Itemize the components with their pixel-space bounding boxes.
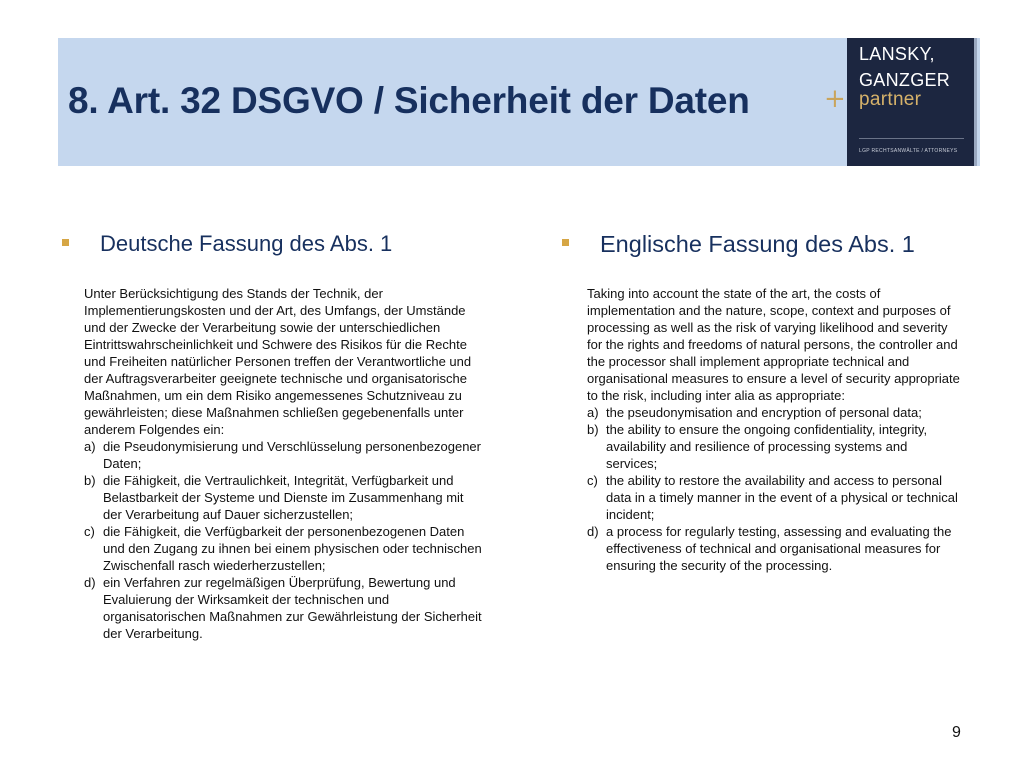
logo-text-line1: LANSKY, [859,44,935,64]
german-text-column [84,285,484,642]
logo-text-line3: partner [859,89,922,110]
logo-plus-mark: + [824,84,846,114]
logo-divider [859,138,964,139]
list-item-text: the pseudonymisation and encryption of personal data; [606,405,922,420]
list-item-text: the ability to restore the availability and access to personal data in a timely manner in the event of a physical or technical incident; [606,473,958,522]
english-intro-paragraph: Taking into account the state of the art, the costs of implementation and the nature, scope, context and purposes of processing as well as the risk of varying likelihood and severity for the rights and freedoms of natural persons, the controller and the processor shall implement appropriate technical and organisational measures to ensure a level of security appropriate to the risk, including inter alia as appropriate: [587,286,960,403]
list-item [84,472,484,523]
list-item [587,421,962,472]
logo-tagline: LGP RECHTSANWÄLTE / ATTORNEYS [859,148,958,154]
list-item-text: die Fähigkeit, die Verfügbarkeit der personenbezogenen Daten und den Zugang zu ihnen bei einem physischen oder technischen Zwischenfall rasch wiederherzustellen; [103,524,482,573]
list-marker: b) [587,422,599,437]
list-item [84,523,484,574]
list-item-text: a process for regularly testing, assessing and evaluating the effectiveness of technical and organisational measures for ensuring the security of the processing. [606,524,952,573]
list-item [587,404,962,421]
page-number: 9 [952,724,961,741]
list-marker: c) [587,473,598,488]
list-item-text: ein Verfahren zur regelmäßigen Überprüfung, Bewertung und Evaluierung der Wirksamkeit der technischen und organisatorischen Maßnahmen zur Gewährleistung der Sicherheit der Verarbeitung. [103,575,482,641]
list-marker: a) [84,439,96,454]
list-marker: d) [587,524,599,539]
list-marker: d) [84,575,96,590]
list-item-text: die Fähigkeit, die Vertraulichkeit, Integrität, Verfügbarkeit und Belastbarkeit der Systeme und Dienste im Zusammenhang mit der Verarbeitung auf Dauer sicherzustellen; [103,473,464,522]
english-measures-list [587,404,962,574]
list-item [587,472,962,523]
logo-text-line2: GANZGER [859,70,951,90]
bullet-square-icon [62,239,69,246]
section-heading-english-label: Englische Fassung des Abs. 1 [600,231,915,257]
list-marker: b) [84,473,96,488]
german-measures-list [84,438,484,642]
section-heading-german-label: Deutsche Fassung des Abs. 1 [100,231,393,256]
list-item [587,523,962,574]
english-text-column [587,285,962,574]
page-title: 8. Art. 32 DSGVO / Sicherheit der Daten [68,80,750,121]
list-marker: c) [84,524,95,539]
list-item [84,438,484,472]
list-item-text: die Pseudonymisierung und Verschlüsselung personenbezogener Daten; [103,439,481,471]
bullet-square-icon [562,239,569,246]
list-item-text: the ability to ensure the ongoing confidentiality, integrity, availability and resilience of processing systems and services; [606,422,928,471]
company-logo [847,38,977,166]
list-marker: a) [587,405,599,420]
german-intro-paragraph: Unter Berücksichtigung des Stands der Technik, der Implementierungskosten und der Art, des Umfangs, der Umstände und der Zwecke der Verarbeitung sowie der unterschiedlichen Eintrittswahrscheinlichkeit und Schwere des Risikos für die Rechte und Freiheiten natürlicher Personen treffen der Verantwortliche und der Auftragsverarbeiter geeignete technische und organisatorische Maßnahmen, um ein dem Risiko angemessenes Schutzniveau zu gewährleisten; diese Maßnahmen schließen gegebenenfalls unter anderem Folgendes ein: [84,286,472,437]
list-item [84,574,484,642]
